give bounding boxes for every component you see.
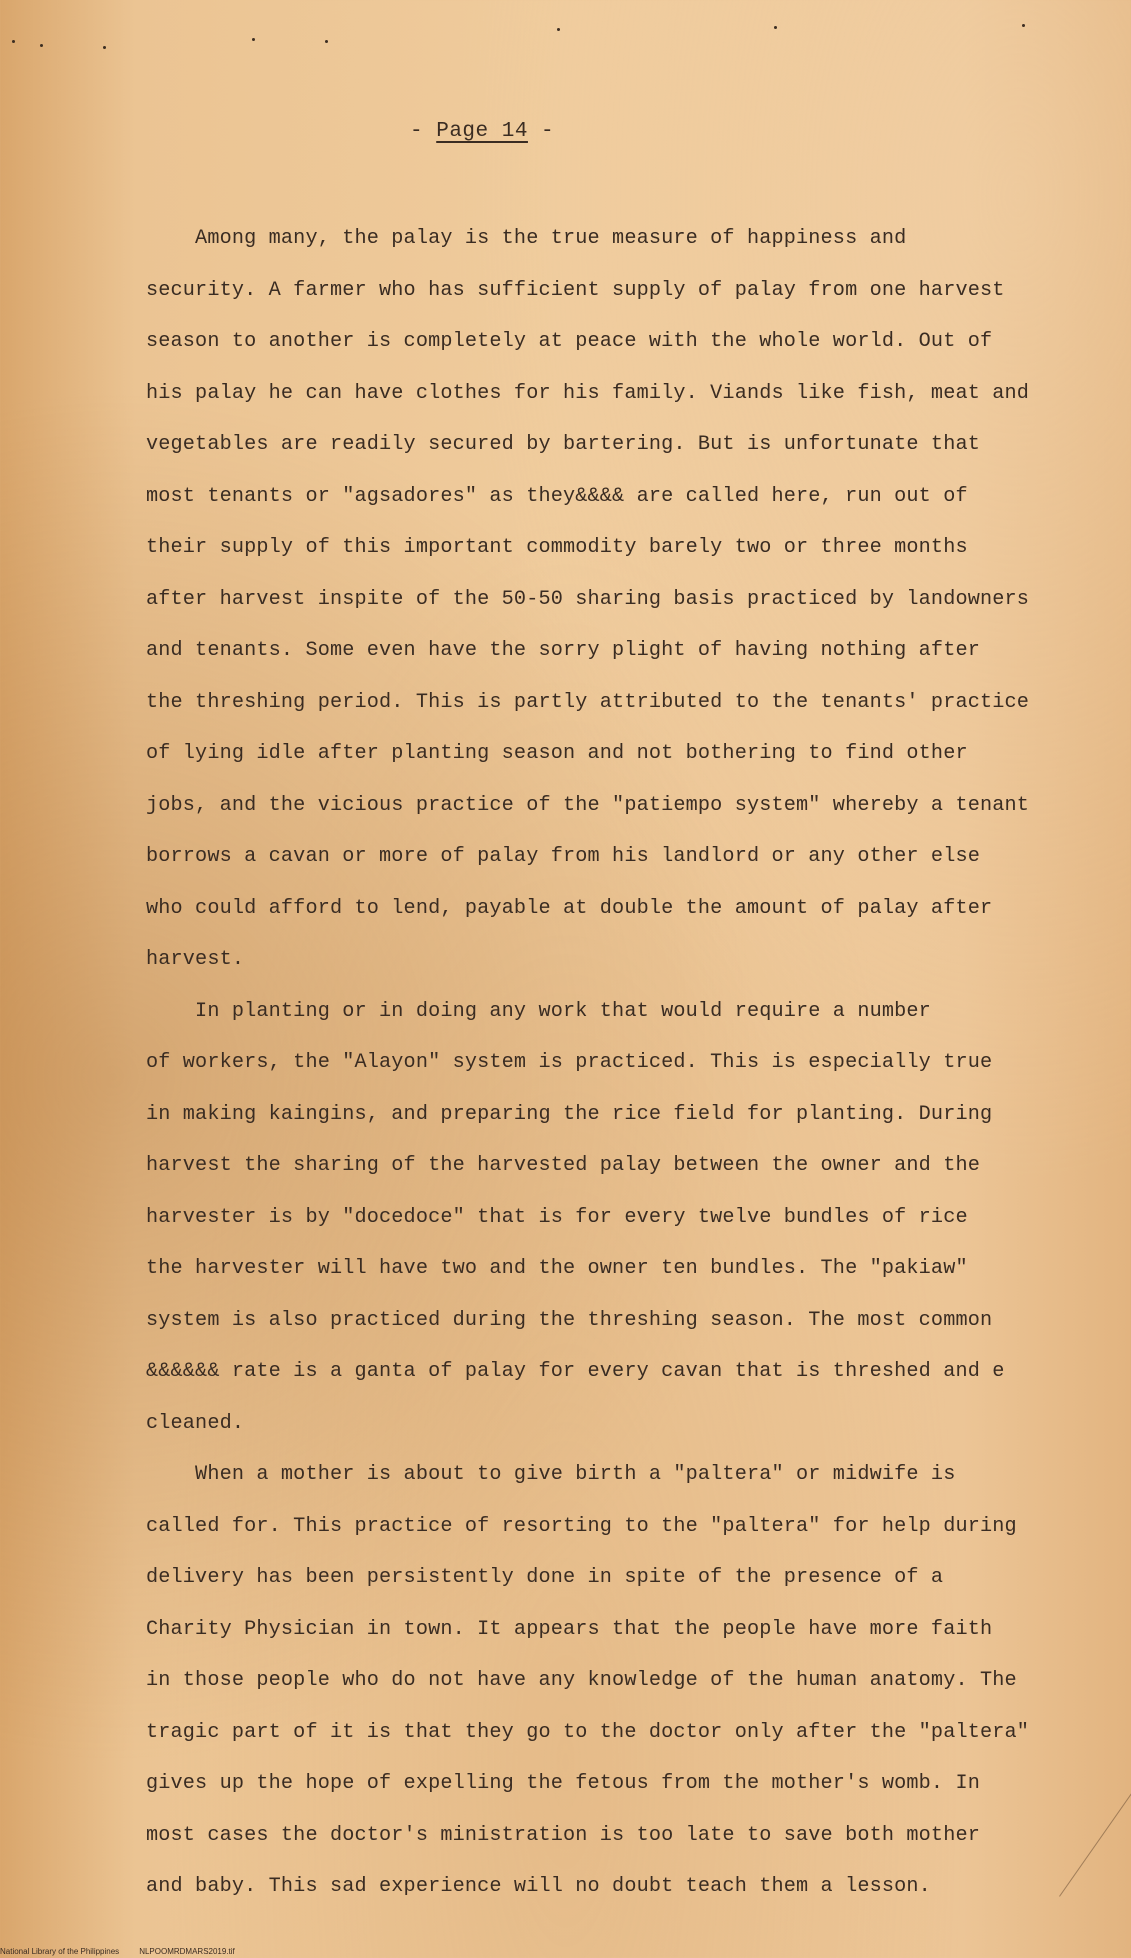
text-line: his palay he can have clothes for his family. Viands like fish, meat and [146, 381, 1030, 405]
page-number-label: Page 14 [436, 120, 528, 143]
text-line: jobs, and the vicious practice of the "patiempo system" whereby a tenant [146, 793, 1030, 817]
text-line: in those people who do not have any knowledge of the human anatomy. The [146, 1669, 1017, 1692]
text-line: Charity Physician in town. It appears that the people have more faith [146, 1617, 993, 1641]
page-header [410, 120, 554, 143]
text-line: in making kaingins, and preparing the rice field for planting. During [146, 1102, 993, 1126]
text-line: harvest. [146, 948, 245, 971]
text-line: after harvest inspite of the 50-50 sharing basis practiced by landowners [146, 587, 1030, 611]
text-line: delivery has been persistently done in spite of the presence of a [146, 1566, 944, 1589]
text-line: the threshing period. This is partly attributed to the tenants' practice [146, 690, 1030, 714]
page-header-suffix: - [527, 120, 555, 143]
text-line: In planting or in doing any work that would require a number [146, 999, 931, 1023]
text-line: Among many, the palay is the true measure of happiness and [146, 227, 907, 250]
text-line: tragic part of it is that they go to the doctor only after the "paltera" [146, 1720, 1030, 1744]
text-line: of lying idle after planting season and not bothering to find other [146, 742, 968, 765]
paper-speck [774, 26, 777, 29]
text-line: gives up the hope of expelling the fetous from the mother's womb. In [146, 1772, 980, 1795]
text-line: vegetables are readily secured by bartering. But is unfortunate that [146, 433, 980, 456]
library-credit: National Library of the Philippines [0, 1947, 120, 1956]
scan-filename: NLPOOMRDMARS2019.tif [139, 1947, 235, 1956]
paper-speck [1022, 24, 1025, 27]
text-line: borrows a cavan or more of palay from his landlord or any other else [146, 845, 980, 868]
text-line: called for. This practice of resorting to the "paltera" for help during [146, 1514, 1017, 1538]
paragraph-alayon [146, 986, 1076, 1450]
document-body [146, 213, 1076, 1913]
paper-speck [103, 46, 106, 49]
text-line: most tenants or "agsadores" as they&&&& are called here, run out of [146, 484, 968, 508]
paper-speck [557, 28, 560, 31]
text-line: who could afford to lend, payable at double the amount of palay after [146, 896, 993, 920]
text-line: harvester is by "docedoce" that is for every twelve bundles of rice [146, 1205, 968, 1229]
archive-footer [0, 1947, 255, 1956]
paper-speck [325, 40, 328, 43]
page-header-prefix: - [410, 120, 437, 143]
text-line: of workers, the "Alayon" system is practiced. This is especially true [146, 1051, 993, 1074]
text-line: season to another is completely at peace with the whole world. Out of [146, 330, 993, 353]
text-line: and baby. This sad experience will no doubt teach them a lesson. [146, 1875, 931, 1898]
text-line: security. A farmer who has sufficient supply of palay from one harvest [146, 278, 1005, 302]
text-line: and tenants. Some even have the sorry plight of having nothing after [146, 639, 980, 662]
text-line: When a mother is about to give birth a "paltera" or midwife is [146, 1463, 956, 1486]
paragraph-paltera [146, 1449, 1076, 1913]
text-line: &&&&&& rate is a ganta of palay for every cavan that is threshed and e [146, 1360, 1005, 1383]
text-line: the harvester will have two and the owner ten bundles. The "pakiaw" [146, 1257, 968, 1280]
text-line: most cases the doctor's ministration is too late to save both mother [146, 1823, 980, 1847]
text-line: cleaned. [146, 1411, 245, 1435]
text-line: harvest the sharing of the harvested palay between the owner and the [146, 1154, 980, 1177]
paper-speck [40, 44, 43, 47]
text-line: their supply of this important commodity barely two or three months [146, 536, 968, 559]
text-line: system is also practiced during the threshing season. The most common [146, 1308, 993, 1332]
paper-speck [252, 38, 255, 41]
paper-speck [12, 40, 15, 43]
paragraph-palay [146, 213, 1076, 986]
